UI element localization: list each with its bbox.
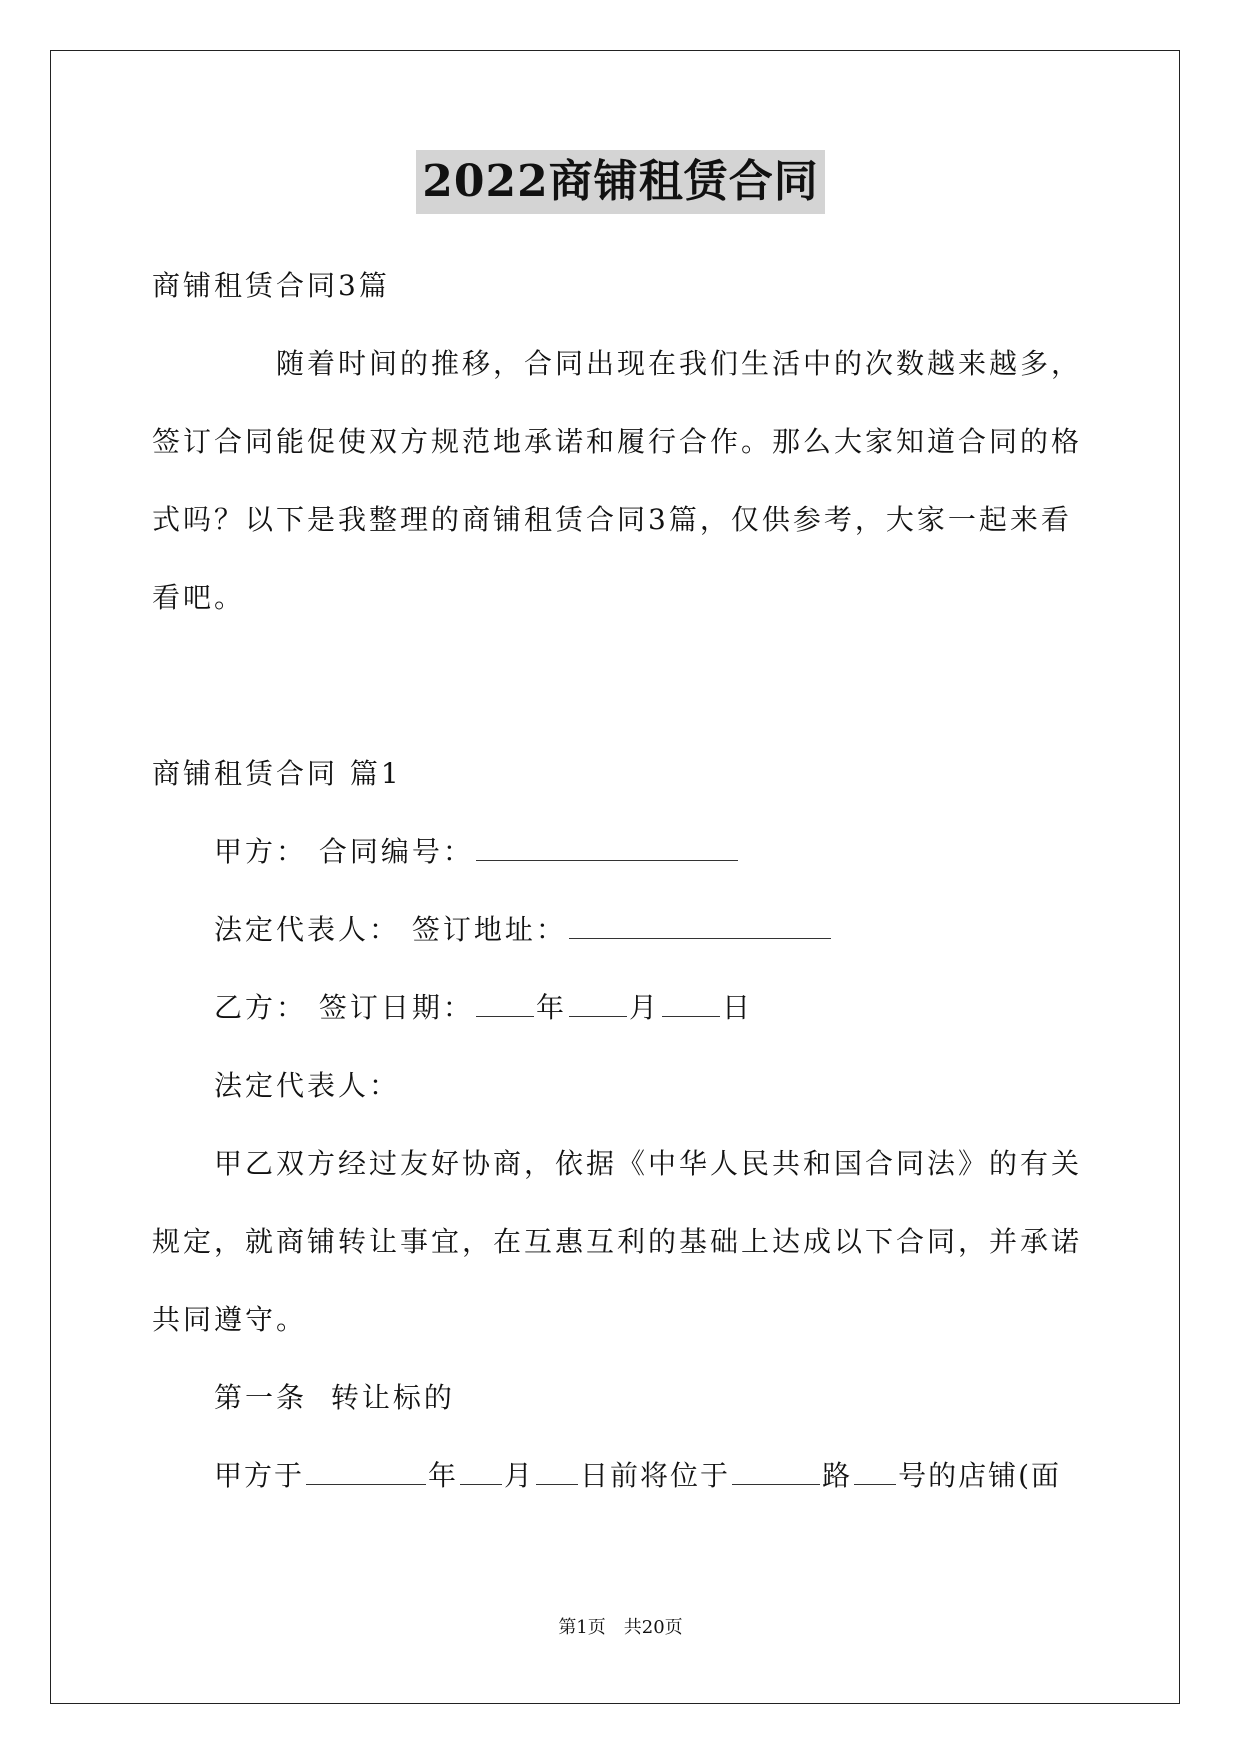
subtitle: 商铺租赁合同3篇 [152,269,390,302]
body-line-1: 甲乙双方经过友好协商，依据《中华人民共和国合同法》的有关 [214,1147,1083,1180]
article1-number-blank[interactable] [854,1458,896,1485]
article1-text-2: 年 [428,1459,459,1492]
sign-place-blank[interactable] [569,912,831,939]
contract-no-blank[interactable] [476,834,738,861]
intro-line-3: 式吗？以下是我整理的商铺租赁合同3篇，仅供参考，大家一起来看 [152,503,1072,536]
intro-line-2: 签订合同能促使双方规范地承诺和履行合作。那么大家知道合同的格 [152,425,1083,458]
article1-text-3: 月 [504,1459,535,1492]
article1-number: 第一条 [214,1381,308,1414]
section-heading: 商铺租赁合同 篇1 [152,757,402,790]
sign-date-label: 签订日期： [318,991,474,1024]
legal-rep-a-line [214,912,833,948]
intro-line-1: 随着时间的推移，合同出现在我们生活中的次数越来越多， [276,347,1083,380]
article1-title: 转让标的 [330,1381,455,1414]
legal-rep-b-line: 法定代表人： [214,1069,401,1102]
party-b-label: 乙方： [214,991,308,1024]
article1-text-5: 路 [822,1459,853,1492]
title-wrap [0,150,1241,214]
body-line-3: 共同遵守。 [152,1303,308,1336]
article1-text-1: 甲方于 [214,1459,305,1492]
article1-year-blank[interactable] [306,1458,426,1485]
sign-day-label: 日 [721,991,753,1024]
sign-year-blank[interactable] [476,990,534,1017]
sign-day-blank[interactable] [662,990,720,1017]
article1-road-blank[interactable] [732,1458,820,1485]
article1-month-blank[interactable] [460,1458,502,1485]
article1-line-1 [214,1458,1061,1494]
article1-text-4: 日前将位于 [580,1459,731,1492]
sign-year-label: 年 [535,991,567,1024]
article1-text-6: 号的店铺(面 [898,1459,1062,1492]
page-footer: 第1页 共20页 [558,1617,683,1638]
body-line-2: 规定，就商铺转让事宜，在互惠互利的基础上达成以下合同，并承诺 [152,1225,1083,1258]
party-a-line [214,834,740,870]
party-a-label: 甲方： [214,835,308,868]
article1-heading [214,1380,455,1416]
article1-day-blank[interactable] [536,1458,578,1485]
sign-place-label: 签订地址： [411,913,567,946]
contract-no-label: 合同编号： [318,835,474,868]
sign-month-blank[interactable] [569,990,627,1017]
intro-line-4: 看吧。 [152,581,246,614]
sign-month-label: 月 [628,991,660,1024]
party-b-line [214,990,753,1026]
document-title: 2022商铺租赁合同 [416,150,824,214]
legal-rep-a-label: 法定代表人： [214,913,401,946]
